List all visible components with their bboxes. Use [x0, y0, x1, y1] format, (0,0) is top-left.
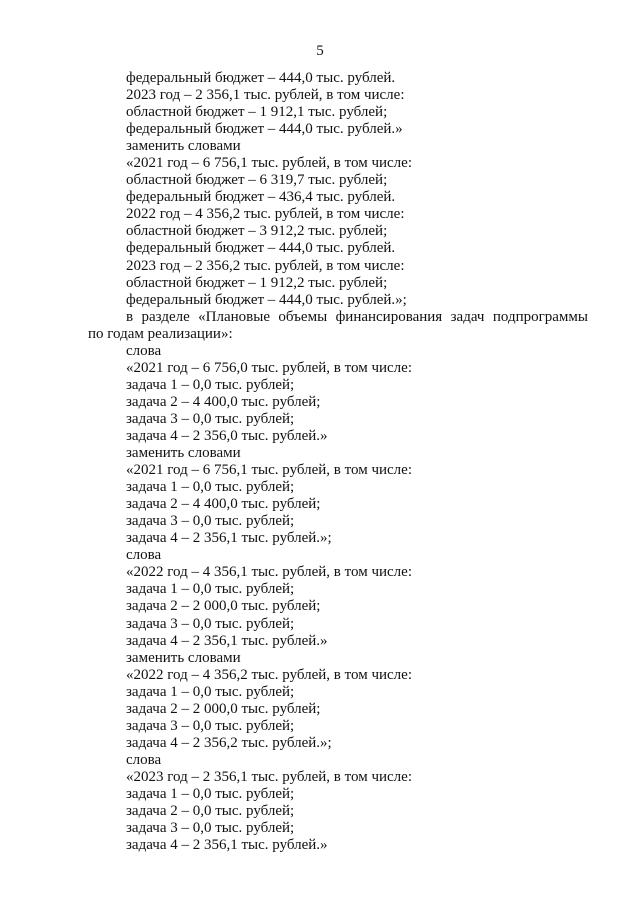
text-line: 2023 год – 2 356,2 тыс. рублей, в том числе: [126, 257, 405, 274]
text-line: задача 1 – 0,0 тыс. рублей; [126, 683, 295, 700]
text-line: задача 4 – 2 356,0 тыс. рублей.» [126, 427, 328, 444]
text-line: задача 1 – 0,0 тыс. рублей; [126, 376, 295, 393]
document-body [88, 70, 588, 854]
text-line: «2021 год – 6 756,1 тыс. рублей, в том числе: [126, 462, 412, 479]
text-line: заменить словами [126, 138, 241, 155]
text-line: «2022 год – 4 356,1 тыс. рублей, в том числе: [126, 564, 412, 581]
text-line: задача 2 – 0,0 тыс. рублей; [126, 803, 295, 820]
text-line: задача 2 – 2 000,0 тыс. рублей; [126, 700, 321, 717]
text-line: задача 4 – 2 356,1 тыс. рублей.» [126, 632, 328, 649]
text-line: «2021 год – 6 756,1 тыс. рублей, в том числе: [126, 155, 412, 172]
text-line: задача 3 – 0,0 тыс. рублей; [126, 513, 295, 530]
text-line: слова [126, 547, 162, 564]
text-line: задача 1 – 0,0 тыс. рублей; [126, 581, 295, 598]
text-line: задача 2 – 2 000,0 тыс. рублей; [126, 598, 321, 615]
text-line: задача 1 – 0,0 тыс. рублей; [126, 785, 295, 802]
text-line: задача 4 – 2 356,1 тыс. рублей.»; [126, 530, 332, 547]
text-line: областной бюджет – 1 912,1 тыс. рублей; [126, 104, 388, 121]
text-line: областной бюджет – 6 319,7 тыс. рублей; [126, 172, 388, 189]
text-line: 2022 год – 4 356,2 тыс. рублей, в том числе: [126, 206, 405, 223]
text-line: областной бюджет – 3 912,2 тыс. рублей; [126, 223, 388, 240]
text-line: задача 4 – 2 356,1 тыс. рублей.» [126, 837, 328, 854]
text-line: заменить словами [126, 649, 241, 666]
text-line: «2021 год – 6 756,0 тыс. рублей, в том числе: [126, 359, 412, 376]
text-line: федеральный бюджет – 444,0 тыс. рублей.» [126, 121, 403, 138]
text-line: по годам реализации»: [88, 325, 233, 342]
text-line: в разделе «Плановые объемы финансирования задач подпрограммы [126, 308, 588, 325]
text-line: заменить словами [126, 445, 241, 462]
text-line: задача 3 – 0,0 тыс. рублей; [126, 615, 295, 632]
text-line: федеральный бюджет – 436,4 тыс. рублей. [126, 189, 396, 206]
text-line: федеральный бюджет – 444,0 тыс. рублей.»; [126, 291, 407, 308]
text-line: областной бюджет – 1 912,2 тыс. рублей; [126, 274, 388, 291]
text-line: слова [126, 751, 162, 768]
text-line: федеральный бюджет – 444,0 тыс. рублей. [126, 240, 396, 257]
text-line: федеральный бюджет – 444,0 тыс. рублей. [126, 70, 396, 86]
text-line: «2023 год – 2 356,1 тыс. рублей, в том числе: [126, 768, 412, 785]
text-line: задача 2 – 4 400,0 тыс. рублей; [126, 496, 321, 513]
text-line: задача 3 – 0,0 тыс. рублей; [126, 410, 295, 427]
text-line: 2023 год – 2 356,1 тыс. рублей, в том числе: [126, 87, 405, 104]
page-number: 5 [316, 43, 324, 59]
text-line: «2022 год – 4 356,2 тыс. рублей, в том числе: [126, 666, 412, 683]
text-line: задача 2 – 4 400,0 тыс. рублей; [126, 393, 321, 410]
text-line: задача 4 – 2 356,2 тыс. рублей.»; [126, 734, 332, 751]
text-line: задача 1 – 0,0 тыс. рублей; [126, 479, 295, 496]
text-line: задача 3 – 0,0 тыс. рублей; [126, 717, 295, 734]
text-line: задача 3 – 0,0 тыс. рублей; [126, 820, 295, 837]
text-line: слова [126, 342, 162, 359]
